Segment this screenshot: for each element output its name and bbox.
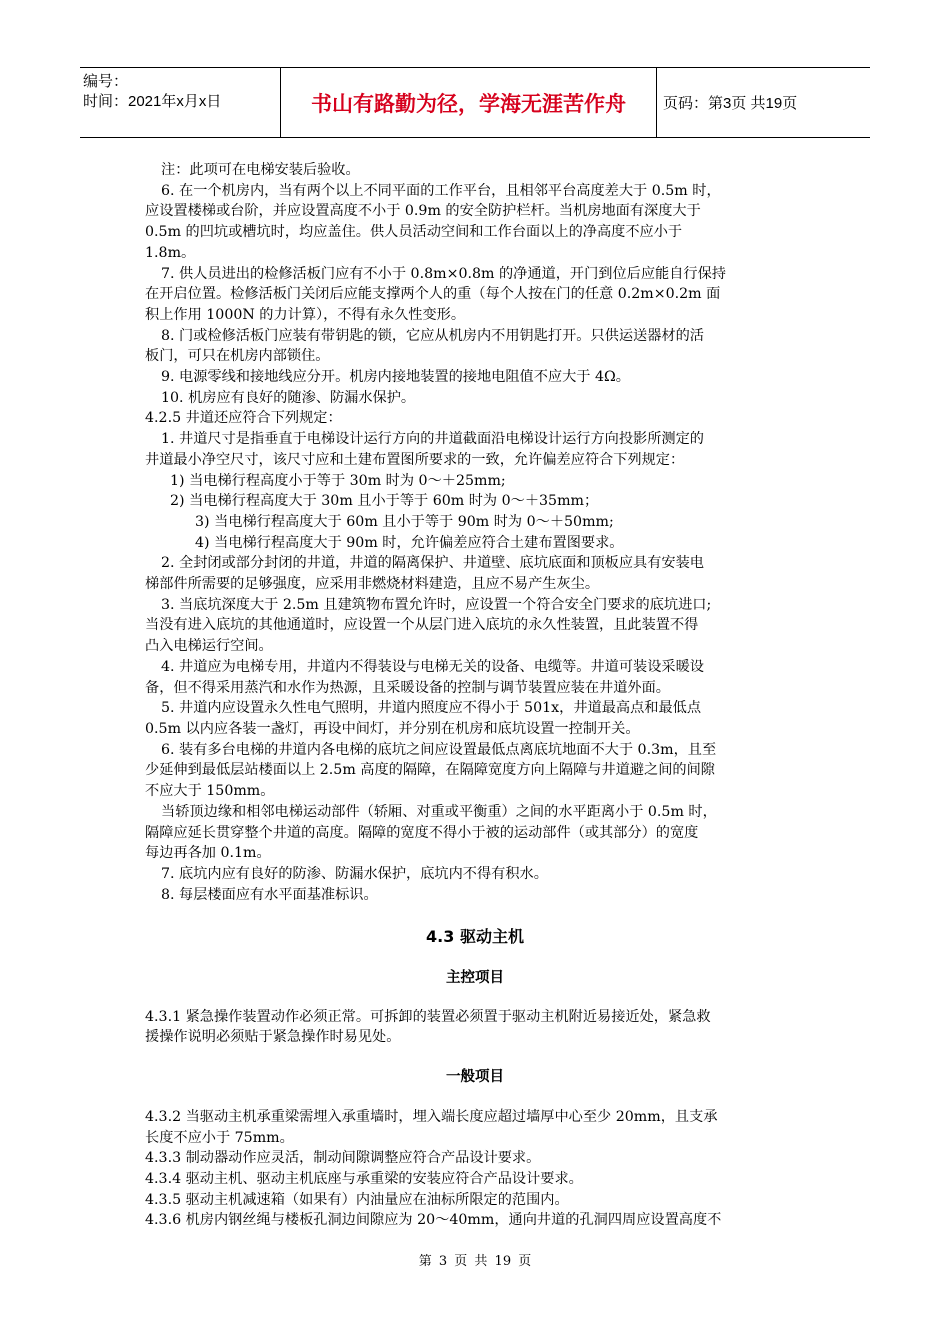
text-line: 10. 机房应有良好的随渗、防漏水保护。 — [161, 389, 416, 406]
text-line: 1. 井道尺寸是指垂直于电梯设计运行方向的井道截面沿电梯设计运行方向投影所测定的 — [161, 431, 704, 448]
text-line: 4.3.5 驱动主机减速箱（如果有）内油量应在油标所限定的范围内。 — [145, 1191, 569, 1208]
list-item: 4) 当电梯行程高度大于 90m 时，允许偏差应符合土建布置图要求。 — [195, 534, 624, 551]
text-line: 6. 在一个机房内，当有两个以上不同平面的工作平台，且相邻平台高度差大于 0.5m 时， — [161, 182, 721, 199]
list-item: 2) 当电梯行程高度大于 30m 且小于等于 60m 时为 0～＋35mm； — [170, 493, 599, 510]
text-line: 7. 底坑内应有良好的防渗、防漏水保护，底坑内不得有积水。 — [161, 865, 548, 882]
text-line: 6. 装有多台电梯的井道内各电梯的底坑之间应设置最低点离底坑地面不大于 0.3m，且至 — [161, 741, 717, 758]
text-line: 备，但不得采用蒸汽和水作为热源，且采暖设备的控制与调节装置应装在井道外面。 — [145, 679, 670, 696]
header-page-info: 页码：第3页 共19页 — [663, 95, 798, 112]
text-line: 长度不应小于 75mm。 — [145, 1129, 294, 1146]
section-title: 4.3 驱动主机 — [426, 927, 524, 947]
text-line: 注：此项可在电梯安装后验收。 — [161, 162, 360, 178]
text-line: 不应大于 150mm。 — [145, 783, 275, 800]
text-line: 应设置楼梯或台阶，并应设置高度不小于 0.9m 的安全防护栏杆。当机房地面有深度大于 — [145, 203, 701, 220]
text-line: 1.8m。 — [145, 244, 196, 261]
text-line: 凸入电梯运行空间。 — [145, 638, 273, 655]
text-line: 积上作用 1000N 的力计算），不得有永久性变形。 — [145, 306, 466, 323]
text-line: 4. 井道应为电梯专用，井道内不得装设与电梯无关的设备、电缆等。井道可装设采暖设 — [161, 658, 704, 675]
document-body — [145, 160, 805, 1231]
text-line: 9. 电源零线和接地线应分开。机房内接地装置的接地电阻值不应大于 4Ω。 — [161, 369, 630, 386]
text-line: 0.5m 以内应各装一盏灯，再设中间灯，并分别在机房和底坑设置一控制开关。 — [145, 720, 640, 737]
text-line: 8. 门或检修活板门应装有带钥匙的锁，它应从机房内不用钥匙打开。只供运送器材的活 — [161, 327, 704, 344]
clause-heading: 4.2.5 井道还应符合下列规定： — [145, 410, 342, 427]
page-footer: 第 3 页 共 19 页 — [418, 1254, 532, 1269]
general-items-heading: 一般项目 — [446, 1069, 504, 1086]
text-line: 4.3.2 当驱动主机承重梁需埋入承重墙时，埋入端长度应超过墙厚中心至少 20mm，且支承 — [145, 1108, 718, 1125]
text-line: 2. 全封闭或部分封闭的井道，井道的隔离保护、井道壁、底坑底面和顶板应具有安装电 — [161, 555, 704, 572]
text-line: 4.3.6 机房内钢丝绳与楼板孔洞边间隙应为 20～40mm，通向井道的孔洞四周应设置高度不 — [145, 1212, 722, 1229]
text-line: 0.5m 的凹坑或槽坑时，均应盖住。供人员活动空间和工作台面以上的净高度不应小于 — [145, 224, 683, 241]
text-line: 少延伸到最低层站楼面以上 2.5m 高度的隔障，在隔障宽度方向上隔障与井道避之间的间隙 — [145, 762, 715, 779]
text-line: 在开启位置。检修活板门关闭后应能支撑两个人的重（每个人按在门的任意 0.2m×0.2m 面 — [145, 286, 721, 303]
text-line: 当轿顶边缘和相邻电梯运动部件（轿厢、对重或平衡重）之间的水平距离小于 0.5m 时， — [161, 803, 717, 820]
text-line: 井道最小净空尺寸，该尺寸应和土建布置图所要求的一致，允许偏差应符合下列规定： — [145, 451, 685, 468]
text-line: 当没有进入底坑的其他通道时，应设置一个从层门进入底坑的永久性装置，且此装置不得 — [145, 617, 699, 634]
text-line: 4.3.1 紧急操作装置动作必须正常。可拆卸的装置必须置于驱动主机附近易接近处，紧急救 — [145, 1008, 711, 1025]
document-number-label: 编号： — [83, 73, 129, 90]
text-line: 5. 井道内应设置永久性电气照明，井道内照度应不得小于 501x，井道最高点和最低点 — [161, 700, 702, 717]
text-line: 4.3.4 驱动主机、驱动主机底座与承重梁的安装应符合产品设计要求。 — [145, 1170, 583, 1187]
text-line: 7. 供人员进出的检修活板门应有不小于 0.8m×0.8m 的净通道，开门到位后应能自行保持 — [161, 265, 726, 282]
text-line: 4.3.3 制动器动作应灵活，制动间隙调整应符合产品设计要求。 — [145, 1150, 541, 1167]
document-time-label: 时间：2021年x月x日 — [83, 93, 222, 110]
header-table — [80, 67, 870, 138]
text-line: 8. 每层楼面应有水平面基准标识。 — [161, 886, 378, 903]
list-item: 3) 当电梯行程高度大于 60m 且小于等于 90m 时为 0～＋50mm; — [195, 513, 614, 530]
text-line: 隔障应延长贯穿整个井道的高度。隔障的宽度不得小于被的运动部件（或其部分）的宽度 — [145, 824, 699, 841]
header-left-cell — [80, 68, 281, 137]
list-item: 1) 当电梯行程高度小于等于 30m 时为 0～＋25mm; — [170, 472, 506, 489]
text-line: 梯部件所需要的足够强度，应采用非燃烧材料建造，且应不易产生灰尘。 — [145, 576, 600, 593]
header-motto: 书山有路勤为径，学海无涯苦作舟 — [281, 68, 657, 137]
text-line: 每边再各加 0.1m。 — [145, 845, 271, 862]
text-line: 3. 当底坑深度大于 2.5m 且建筑物布置允许时，应设置一个符合安全门要求的底坑进口; — [161, 596, 712, 613]
main-items-heading: 主控项目 — [446, 970, 504, 987]
text-line: 援操作说明必须贴于紧急操作时易见处。 — [145, 1029, 401, 1046]
text-line: 板门，可只在机房内部锁住。 — [145, 348, 330, 365]
